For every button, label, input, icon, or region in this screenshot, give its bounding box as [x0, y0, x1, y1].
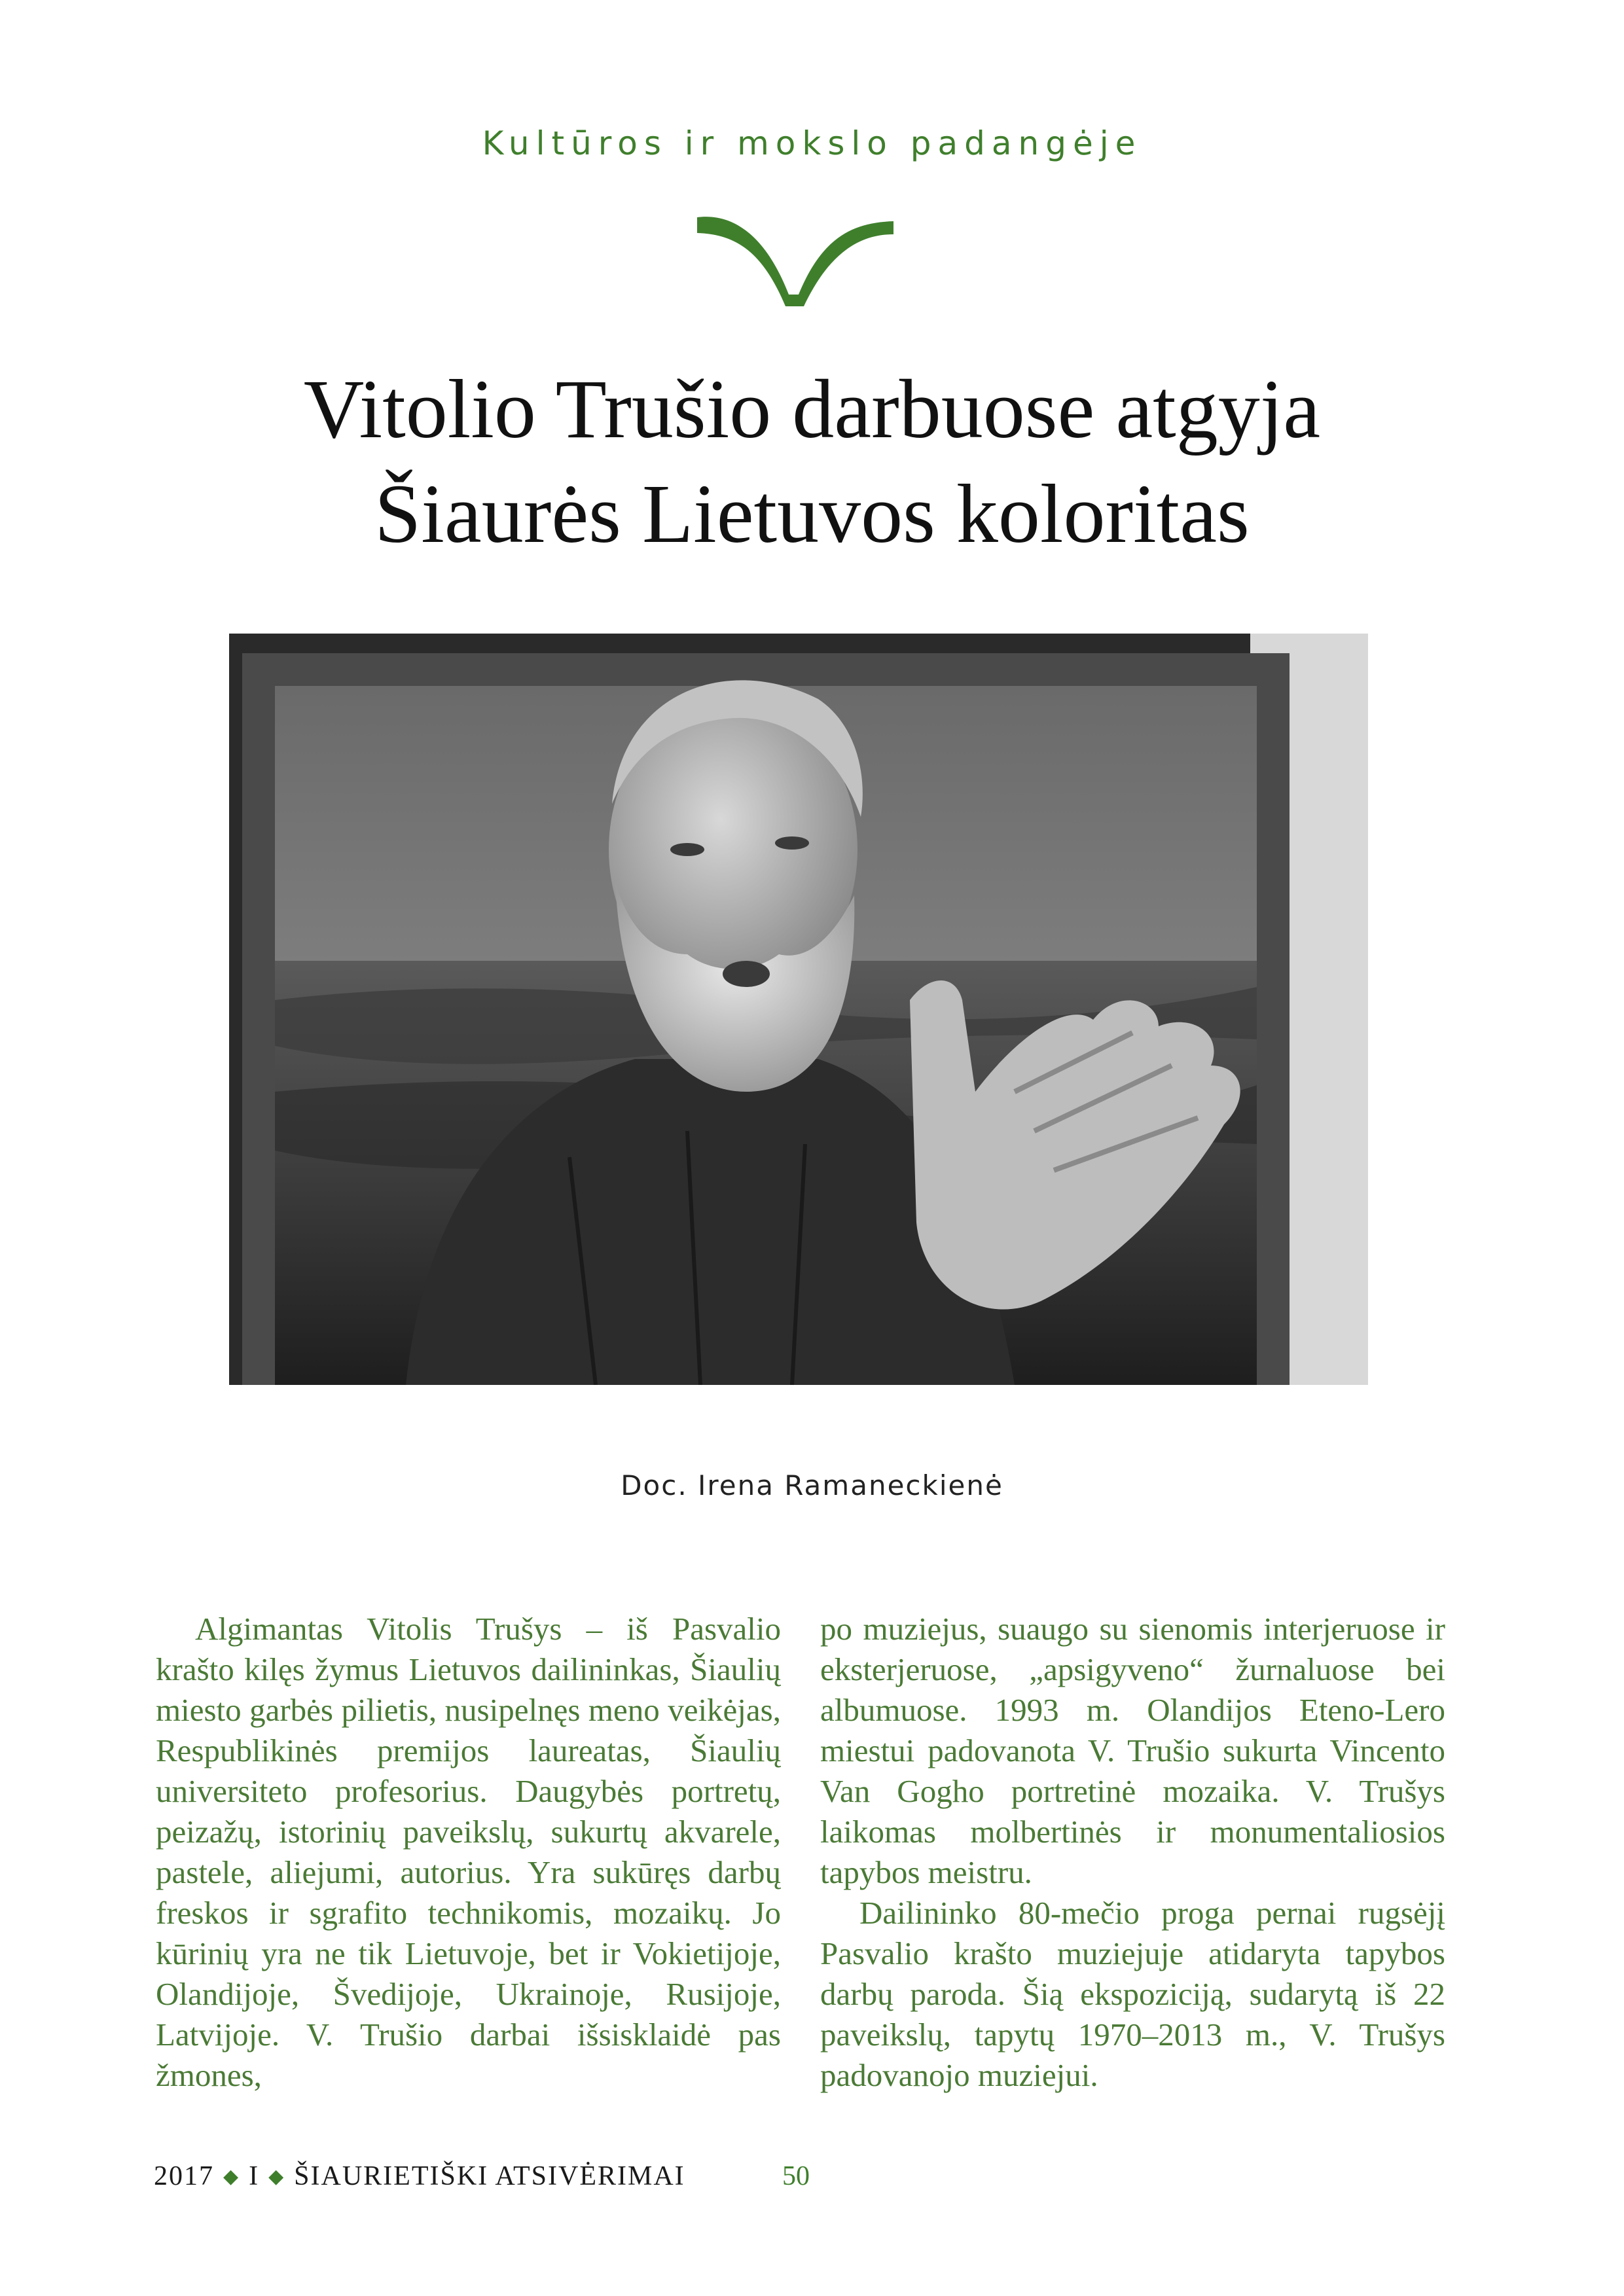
footer-year: 2017: [154, 2161, 214, 2191]
section-label: Kultūros ir mokslo padangėje: [482, 124, 1142, 162]
diamond-separator-icon: ◆: [268, 2165, 285, 2187]
paragraph: Algimantas Vitolis Trušys – iš Pasvalio krašto kilęs žymus Lietuvos dailininkas, Šiaulių miesto garbės pilietis, nusipelnęs meno veikėjas, Respublikinės premijos laureatas, Šiaulių universiteto profesorius. Daugybės portretų, peizažų, istorinių paveikslų, sukurtų akvarele, pastele, aliejumi, autorius. Yra sukūręs darbų freskos ir sgrafito technikomis, mozaikų. Jo kūrinių yra ne tik Lietuvoje, bet ir Vokietijoje, Olandijoje, Švedijoje, Ukrainoje, Rusijoje, Latvijoje. V. Trušio darbai išsisklaidė pas žmones,: [156, 1611, 781, 2093]
title-line-1: Vitolio Trušio darbuose atgyja: [303, 363, 1321, 456]
diamond-separator-icon: ◆: [223, 2165, 240, 2187]
text-column-right: [820, 1609, 1445, 2096]
text-column-left: [156, 1609, 781, 2096]
footer-journal: ŠIAURIETIŠKI ATSIVĖRIMAI: [294, 2161, 685, 2191]
portrait-photo: [229, 634, 1368, 1385]
page-number: 50: [782, 2161, 810, 2191]
chevron-ornament-icon: [694, 209, 897, 308]
article-title: [0, 357, 1624, 566]
footer-issue: I: [249, 2161, 260, 2191]
running-footer: [154, 2161, 685, 2192]
author-byline: Doc. Irena Ramaneckienė: [621, 1469, 1003, 1501]
paragraph: po muziejus, suaugo su sienomis interjeruose ir eksterjeruose, „apsigyveno“ žurnaluose bei albumuose. 1993 m. Olandijos Eteno-Lero miestui padovanota V. Trušio sukurta Vincento Van Gogho portretinė mozaika. V. Trušys laikomas molbertinės ir monumentaliosios tapybos meistru.: [820, 1611, 1445, 1890]
paragraph: Dailininko 80-mečio proga pernai rugsėjį Pasvalio krašto muziejuje atidaryta tapybos darbų paroda. Šią ekspoziciją, sudarytą iš 22 paveikslų, tapytų 1970–2013 m., V. Trušys padovanojo muziejui.: [820, 1895, 1445, 2093]
title-line-2: Šiaurės Lietuvos koloritas: [374, 467, 1250, 560]
